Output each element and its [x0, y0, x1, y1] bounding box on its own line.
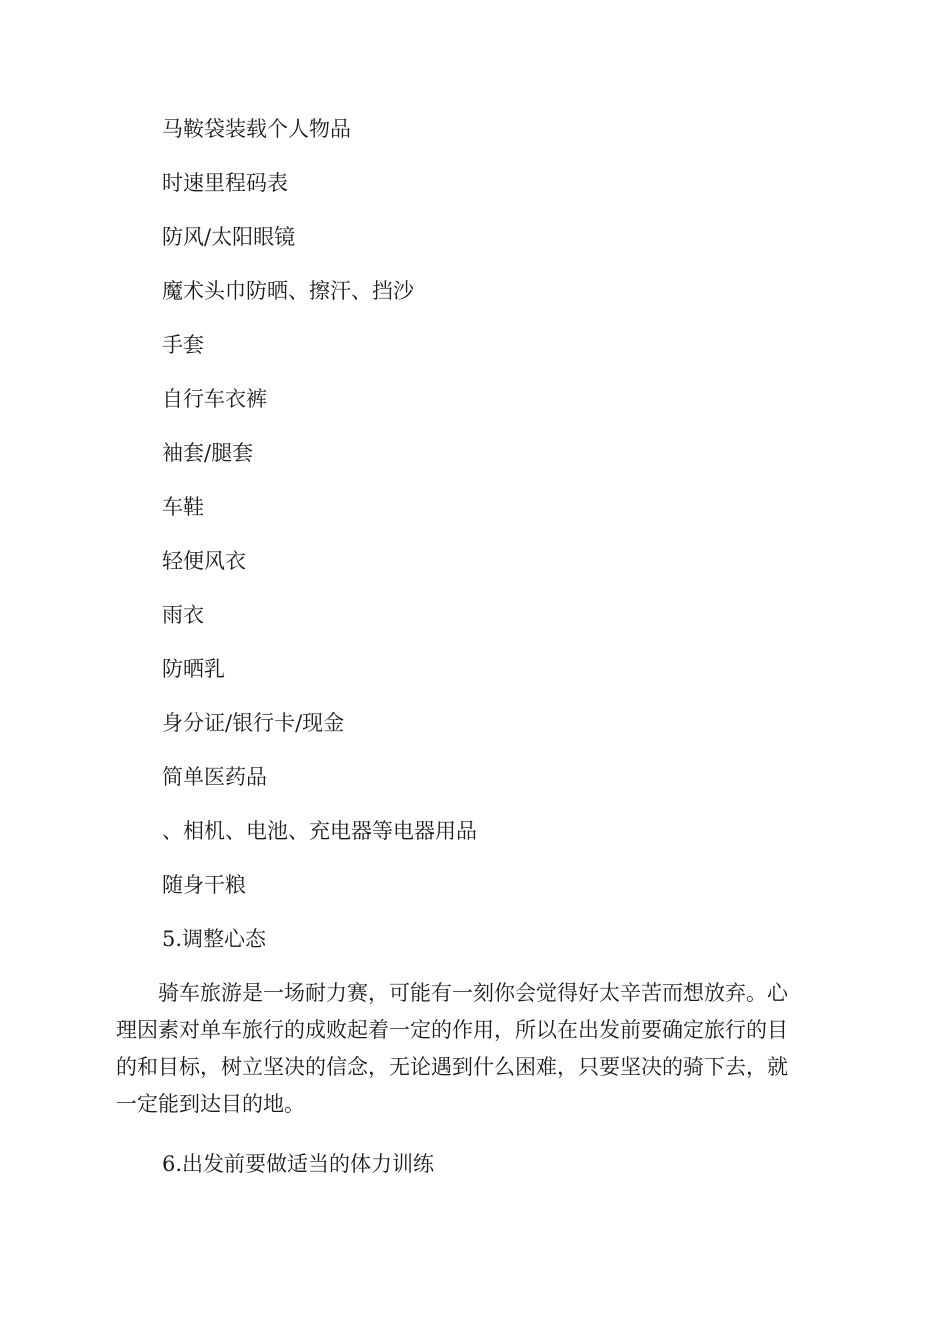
list-item: 身分证/银行卡/现金 [162, 711, 345, 735]
list-item: 自行车衣裤 [162, 387, 267, 411]
paragraph-line: 一定能到达目的地。 [116, 1092, 305, 1116]
section-heading: 5.调整心态 [162, 927, 267, 951]
list-item: 马鞍袋装载个人物品 [162, 117, 351, 141]
list-item: 防晒乳 [162, 657, 225, 681]
section-heading: 6.出发前要做适当的体力训练 [162, 1152, 435, 1176]
list-item: 简单医药品 [162, 765, 267, 789]
paragraph-line: 理因素对单车旅行的成败起着一定的作用，所以在出发前要确定旅行的目 [116, 1018, 788, 1042]
list-item: 时速里程码表 [162, 171, 288, 195]
list-item: 防风/太阳眼镜 [162, 225, 296, 249]
paragraph-line: 的和目标，树立坚决的信念，无论遇到什么困难，只要坚决的骑下去，就 [116, 1055, 788, 1079]
list-item: 袖套/腿套 [162, 441, 254, 465]
list-item: 手套 [162, 333, 204, 357]
list-item: 轻便风衣 [162, 549, 246, 573]
list-item: 随身干粮 [162, 873, 246, 897]
paragraph-line: 骑车旅游是一场耐力赛，可能有一刻你会觉得好太辛苦而想放弃。心 [116, 981, 788, 1005]
list-item: 车鞋 [162, 495, 204, 519]
list-item: 雨衣 [162, 603, 204, 627]
list-item: 、相机、电池、充电器等电器用品 [162, 819, 477, 843]
list-item: 魔术头巾防晒、擦汗、挡沙 [162, 279, 414, 303]
